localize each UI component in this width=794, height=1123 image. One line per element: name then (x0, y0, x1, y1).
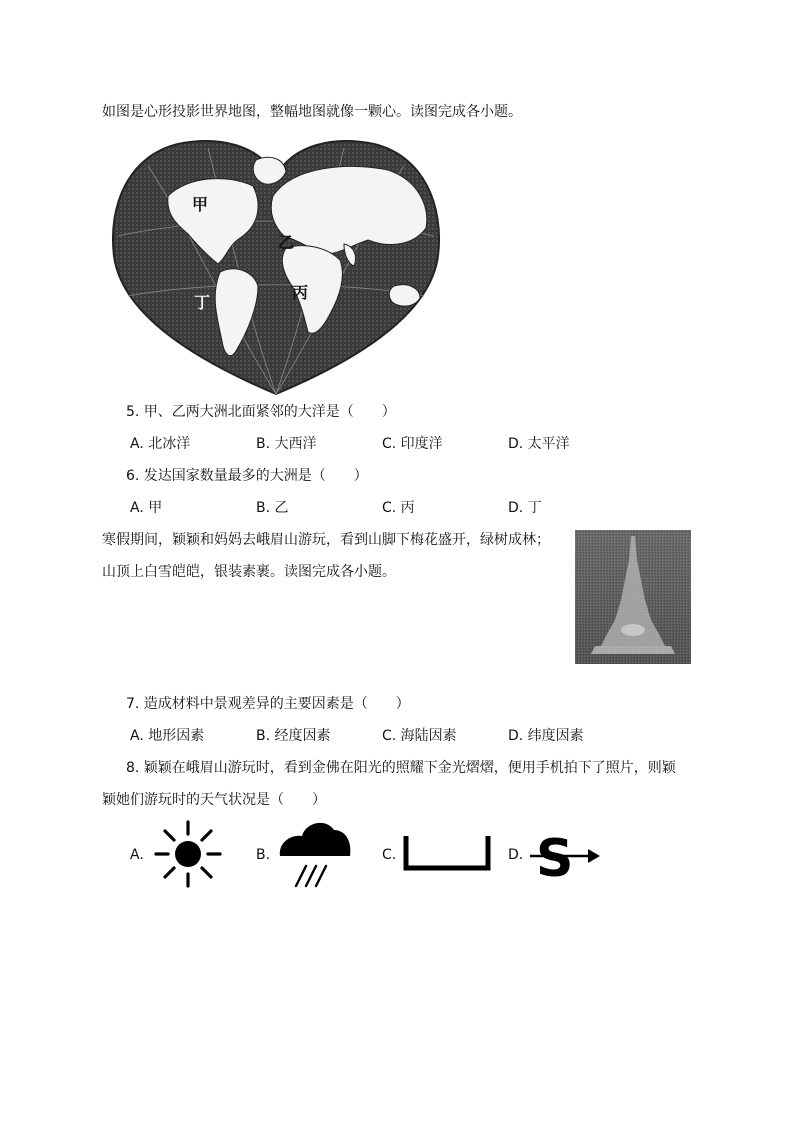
intro-text-2-line-1: 寒假期间，颖颖和妈妈去峨眉山游玩，看到山脚下梅花盛开，绿树成林； (102, 532, 550, 548)
q5-option-c[interactable]: C. 印度洋 (382, 436, 443, 452)
question-5: 5. 甲、乙两大洲北面紧邻的大洋是（ ） (126, 404, 396, 420)
map-label-bing: 丙 (292, 283, 309, 302)
q5-option-d[interactable]: D. 太平洋 (508, 436, 570, 452)
intro-text-2-line-2: 山顶上白雪皑皑，银装素裹。读图完成各小题。 (102, 564, 396, 580)
q8-option-b[interactable]: B. (256, 847, 271, 863)
question-8-line-2: 颖她们游玩时的天气状况是（ ） (102, 792, 326, 808)
sun-icon (148, 818, 226, 890)
q8-option-a[interactable]: A. (130, 847, 144, 863)
map-label-ding: 丁 (194, 293, 211, 312)
q6-option-a[interactable]: A. 甲 (130, 500, 163, 516)
q7-option-a[interactable]: A. 地形因素 (130, 728, 205, 744)
map-label-yi: 乙 (278, 233, 295, 252)
wind-arrow-icon (526, 826, 602, 882)
q8-option-d[interactable]: D. (508, 847, 524, 863)
heart-world-map (108, 136, 444, 398)
map-label-jia: 甲 (192, 195, 209, 214)
question-8-line-1: 8. 颖颖在峨眉山游玩时，看到金佛在阳光的照耀下金光熠熠，便用手机拍下了照片，则颖 (126, 760, 676, 776)
intro-text-1: 如图是心形投影世界地图，整幅地图就像一颗心。读图完成各小题。 (102, 104, 522, 120)
q7-option-c[interactable]: C. 海陆因素 (382, 728, 457, 744)
q6-option-d[interactable]: D. 丁 (508, 500, 542, 516)
q7-option-b[interactable]: B. 经度因素 (256, 728, 331, 744)
q6-option-b[interactable]: B. 乙 (256, 500, 289, 516)
q8-option-c[interactable]: C. (382, 847, 397, 863)
bracket-icon (400, 832, 494, 874)
rain-cloud-icon (274, 816, 354, 892)
svg-text:S: S (536, 829, 574, 882)
q5-option-a[interactable]: A. 北冰洋 (130, 436, 191, 452)
question-6: 6. 发达国家数量最多的大洲是（ ） (126, 468, 368, 484)
golden-buddha-photo (575, 530, 691, 664)
q6-option-c[interactable]: C. 丙 (382, 500, 415, 516)
question-7: 7. 造成材料中景观差异的主要因素是（ ） (126, 696, 410, 712)
q7-option-d[interactable]: D. 纬度因素 (508, 728, 584, 744)
q5-option-b[interactable]: B. 大西洋 (256, 436, 317, 452)
